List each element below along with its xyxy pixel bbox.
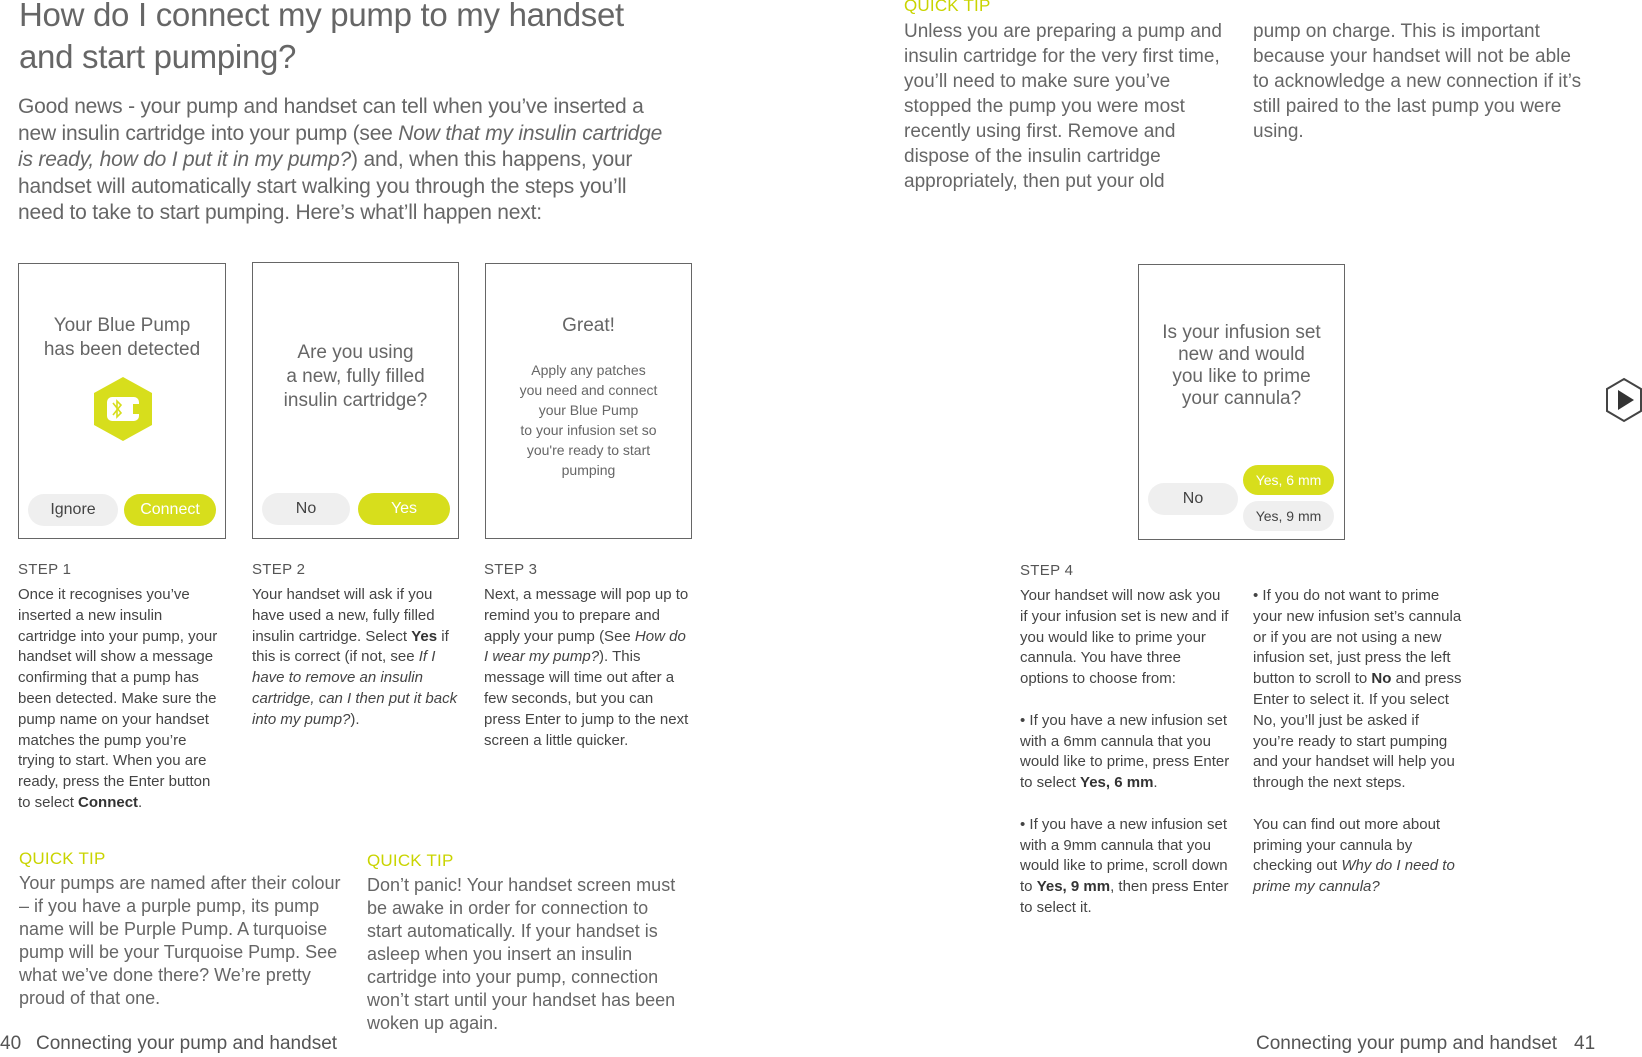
screen3-line-5: you're ready to start [526,442,651,458]
screen2-line-3: insulin cartridge? [283,390,428,411]
step1-label: STEP 1 [18,561,72,578]
step4-bullet-6mm-end: . [1153,774,1158,792]
intro-text-2: ) and, when this happens, your handset will automatically start walking you through the steps you’ll need to take to start pumping. Here’s what’ll happen next: [18,148,633,224]
step4-more-info-text: You can find out more about priming your cannula by checking out [1253,815,1441,875]
step4-reference-link: Why do I need to prime my cannula? [1253,857,1455,896]
yes-9mm-button[interactable]: Yes, 9 mm [1243,501,1334,531]
step3-body-1: Next, a message will pop up to remind you to prepare and apply your pump (See [484,586,689,645]
step1-body: Once it recognises you’ve inserted a new insulin cartridge into your pump, your handset will show a message confirming that a pump has been detected. Make sure the pump name on your handset matches the pump you’re trying to start. When you are ready, press the Enter button to select [18,586,218,811]
step4-bullet-no-text-1: • If you do not want to prime your new infusion set’s cannula or if you are not using a new infusion set, just press the left button to scroll to [1253,587,1462,688]
step2-body-2: if this is correct (if not, see [252,627,449,666]
quick-tip-1-label: QUICK TIP [19,849,106,868]
step4-bullet-no-text-2: and press Enter to select it. If you select No, you’ll just be asked if you’re ready to start pumping and your handset will help you through the next steps. [1253,670,1462,792]
screen3-line-3: your Blue Pump [538,402,639,418]
title-line-1: How do I connect my pump to my handset [19,0,624,33]
step4-bullet-9mm-text: • If you have a new infusion set with a 9mm cannula that you would like to prime, scroll down to [1020,815,1228,896]
step3-label: STEP 3 [484,561,538,578]
ignore-button[interactable]: Ignore [28,494,118,526]
step1-bold: Connect [78,793,139,811]
right-footer-title: Connecting your pump and handset [1256,1033,1558,1054]
step3-body-2: ). This message will time out after a few seconds, but you can press Enter to jump to the next screen a little quicker. [484,648,689,749]
next-page-play-icon[interactable] [1605,377,1642,423]
left-footer-title: Connecting your pump and handset [36,1033,338,1054]
step4-bullet-6mm-text: • If you have a new infusion set with a 6mm cannula that you would like to prime, press Enter to select [1020,711,1230,792]
step2-end: ). [350,710,360,728]
screen4-line-4: your cannula? [1181,388,1302,409]
quick-tip-right-label: QUICK TIP [904,0,991,15]
screen1-line-1: Your Blue Pump [53,315,191,336]
screen3-line-2: you need and connect [519,382,658,398]
yes-6mm-button[interactable]: Yes, 6 mm [1243,465,1334,495]
screen3-message [486,360,691,480]
no-button[interactable]: No [262,493,350,525]
intro-reference-link: Now that my insulin cartridge is ready, how do I put it in my pump? [18,121,663,171]
step3-reference-link: How do I wear my pump? [484,627,686,666]
step2-text [252,585,464,731]
screen3-heading: Great! [562,315,615,336]
step4-column-1 [1020,586,1232,919]
title-line-2: and start pumping? [19,38,297,75]
step4-bullet-9mm [1020,815,1232,919]
screen1-line-2: has been detected [43,339,201,360]
no-button[interactable]: No [1148,483,1238,515]
intro-text-1: Good news - your pump and handset can tell when you’ve inserted a new insulin cartridge into your pump (see [18,95,644,145]
step4-column-2 [1253,586,1463,898]
screen4-message [1139,322,1344,410]
handset-screen-step3 [485,263,692,539]
connect-button[interactable]: Connect [124,494,216,526]
screen1-message [19,314,225,362]
bluetooth-hexagon-icon [93,376,153,442]
screen4-line-2: new and would [1178,344,1305,365]
step1-text [18,585,224,814]
step2-label: STEP 2 [252,561,306,578]
screen2-line-1: Are you using [297,342,414,363]
yes-button[interactable]: Yes [358,493,450,525]
quick-tip-2-label: QUICK TIP [367,851,454,870]
quick-tip-1-text: Your pumps are named after their colour – if you have a purple pump, its pump name will be Purple Pump. A turquoise pump will be your Turquoise Pump. See what we’ve done there? We’re pretty proud of that one. [19,873,341,1008]
step1-end: . [138,793,143,811]
step4-bullet-no-bold: No [1371,670,1392,688]
handset-screen-step4 [1138,264,1345,540]
step4-bullet-9mm-bold: Yes, 9 mm [1036,878,1111,896]
quick-tip-2-text: Don’t panic! Your handset screen must be awake in order for connection to start automatically. If your handset is asleep when you insert an insulin cartridge into your pump, connection won’t start until your handset has been woken up again. [367,875,676,1033]
screen4-line-1: Is your infusion set [1162,322,1321,343]
quick-tip-right-col2: pump on charge. This is important because your handset will not be able to acknowledge a new connection if it’s still paired to the last pump you were using. [1253,21,1582,142]
step4-bullet-9mm-end: , then press Enter to select it. [1020,878,1229,916]
step2-reference-link: If I have to remove an insulin cartridge, can I then put it back into my pump? [252,648,458,728]
step4-bullet-no [1253,586,1463,794]
screen4-line-3: you like to prime [1172,366,1311,387]
screen3-line-1: Apply any patches [531,362,646,378]
screen2-line-2: a new, fully filled [286,366,425,387]
screen2-message [253,341,458,413]
step4-bullet-6mm [1020,711,1232,794]
screen3-line-6: pumping [561,462,616,478]
step4-intro: Your handset will now ask you if your infusion set is new and if you would like to prime your cannula. You have three options to choose from: [1020,587,1229,688]
left-page-number: 40 [0,1033,22,1054]
step2-body-1: Your handset will ask if you have used a new, fully filled insulin cartridge. Select [252,586,435,645]
handset-screen-step2 [252,262,459,539]
screen3-line-4: to your infusion set so [520,422,657,438]
quick-tip-right-col1: Unless you are preparing a pump and insulin cartridge for the very first time, you’ll need to make sure you’ve stopped the pump you were most recently using first. Remove and dispose of the insulin cartridge appropriately, then put your old [904,21,1222,192]
step4-bullet-6mm-bold: Yes, 6 mm [1080,774,1154,792]
handset-screen-step1 [18,263,226,539]
step4-more-info [1253,815,1463,898]
step2-bold: Yes [411,627,438,645]
right-page-number: 41 [1574,1033,1596,1054]
step4-label: STEP 4 [1020,562,1074,579]
page-title [19,0,639,78]
intro-paragraph [18,94,668,227]
step3-text [484,585,690,751]
